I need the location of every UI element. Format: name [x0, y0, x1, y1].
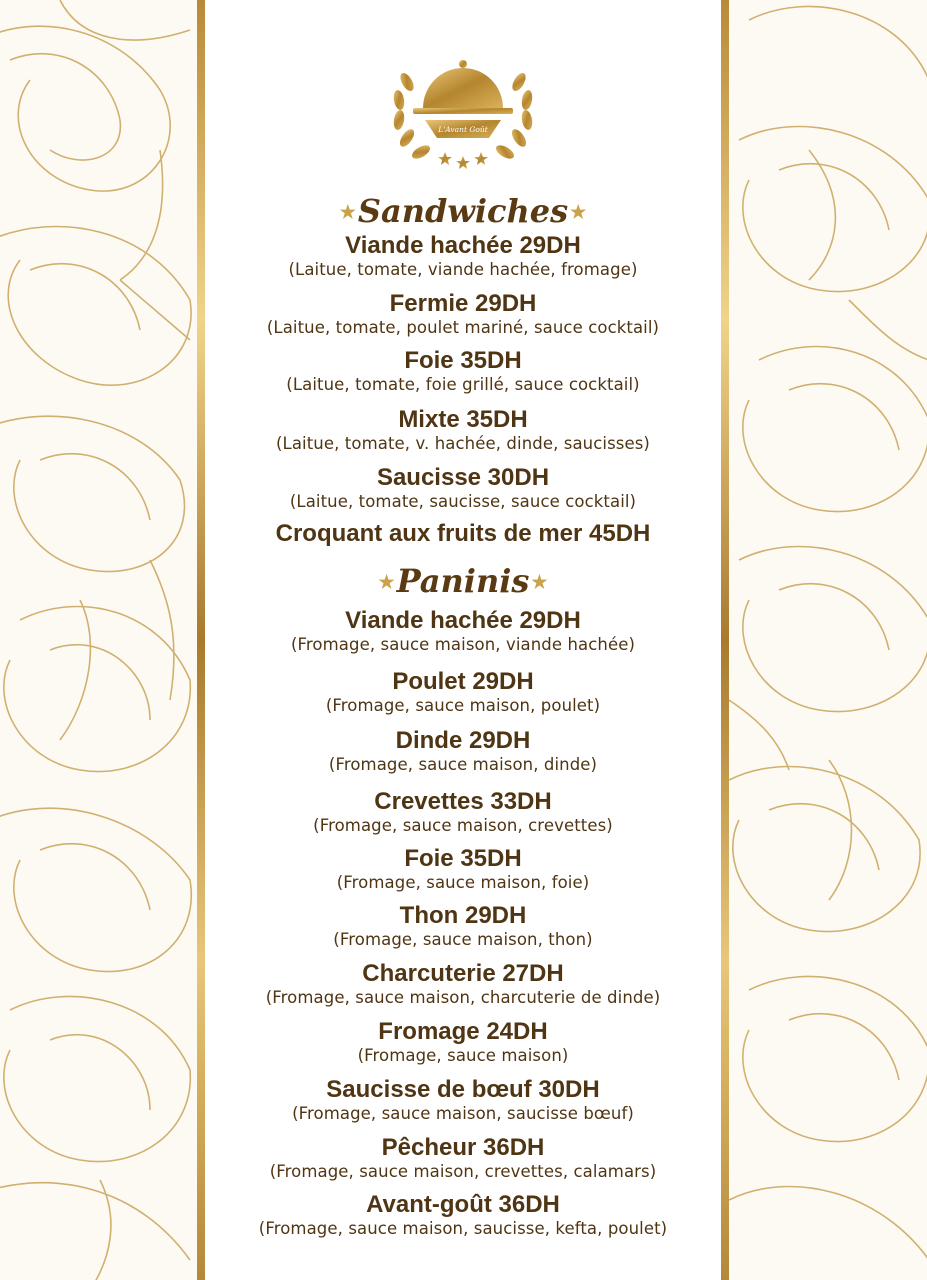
item-name: Fermie 29DH [389, 290, 537, 317]
item-name: Foie 35DH [404, 845, 522, 872]
logo-brand-name: L'Avant Goût [438, 125, 488, 134]
item-name: Charcuterie 27DH [362, 960, 564, 987]
item-name: Viande hachée 29DH [345, 232, 581, 259]
item-name: Thon 29DH [399, 902, 527, 929]
floral-border-right [729, 0, 927, 1280]
menu-item [205, 520, 721, 548]
menu-item [205, 668, 721, 716]
menu-item [205, 902, 721, 950]
restaurant-logo-icon [385, 42, 541, 180]
item-description: (Laitue, tomate, saucisse, sauce cocktail) [289, 492, 637, 511]
star-icon: ★ [531, 572, 548, 593]
item-name: Poulet 29DH [392, 668, 534, 695]
section-heading-paninis [205, 562, 721, 600]
item-description: (Fromage, sauce maison, dinde) [328, 755, 598, 774]
item-name: Pêcheur 36DH [381, 1134, 545, 1161]
item-description: (Fromage, sauce maison, charcuterie de dinde) [265, 988, 661, 1007]
item-description: (Fromage, sauce maison, thon) [333, 930, 593, 949]
menu-item [205, 788, 721, 836]
item-name: Crevettes 33DH [374, 788, 552, 815]
item-description: (Fromage, sauce maison) [357, 1046, 569, 1065]
item-name: Fromage 24DH [378, 1018, 548, 1045]
item-name: Avant-goût 36DH [366, 1191, 560, 1218]
gold-divider-right [721, 0, 729, 1280]
item-description: (Laitue, tomate, foie grillé, sauce cocktail) [286, 375, 640, 394]
item-description: (Fromage, sauce maison, saucisse, kefta, poulet) [258, 1219, 668, 1238]
section-title: Paninis [396, 562, 530, 600]
item-description: (Laitue, tomate, viande hachée, fromage) [288, 260, 638, 279]
menu-item [205, 1134, 721, 1182]
item-name: Foie 35DH [404, 347, 522, 374]
menu-item [205, 464, 721, 512]
star-icon: ★ [339, 202, 356, 223]
item-name: Saucisse de bœuf 30DH [326, 1076, 600, 1103]
floral-pattern-right-icon [729, 0, 927, 1280]
item-description: (Fromage, sauce maison, poulet) [325, 696, 601, 715]
floral-pattern-left-icon [0, 0, 197, 1280]
item-description: (Fromage, sauce maison, saucisse bœuf) [292, 1104, 634, 1123]
star-icon: ★ [570, 202, 587, 223]
item-description: (Laitue, tomate, v. hachée, dinde, saucisses) [276, 434, 650, 453]
menu-item [205, 727, 721, 775]
menu-item [205, 406, 721, 454]
menu-item [205, 1191, 721, 1239]
menu-item [205, 1018, 721, 1066]
floral-border-left [0, 0, 197, 1280]
star-icon: ★ [378, 572, 395, 593]
item-name: Saucisse 30DH [376, 464, 550, 491]
item-description: (Fromage, sauce maison, foie) [336, 873, 590, 892]
item-name: Mixte 35DH [398, 406, 528, 433]
item-description: (Fromage, sauce maison, crevettes) [313, 816, 613, 835]
menu-item [205, 290, 721, 338]
item-name: Viande hachée 29DH [345, 607, 581, 634]
menu-item [205, 960, 721, 1008]
section-heading-sandwiches [205, 192, 721, 230]
item-name: Dinde 29DH [395, 727, 531, 754]
menu-item [205, 232, 721, 280]
menu-item [205, 347, 721, 395]
menu-panel [205, 0, 721, 1280]
menu-item [205, 607, 721, 655]
item-description: (Fromage, sauce maison, crevettes, calamars) [269, 1162, 657, 1181]
item-description: (Fromage, sauce maison, viande hachée) [290, 635, 635, 654]
menu-item [205, 1076, 721, 1124]
section-title: Sandwiches [357, 192, 569, 230]
item-description: (Laitue, tomate, poulet mariné, sauce cocktail) [266, 318, 660, 337]
gold-divider-left [197, 0, 205, 1280]
item-name: Croquant aux fruits de mer 45DH [275, 520, 651, 547]
menu-item [205, 845, 721, 893]
